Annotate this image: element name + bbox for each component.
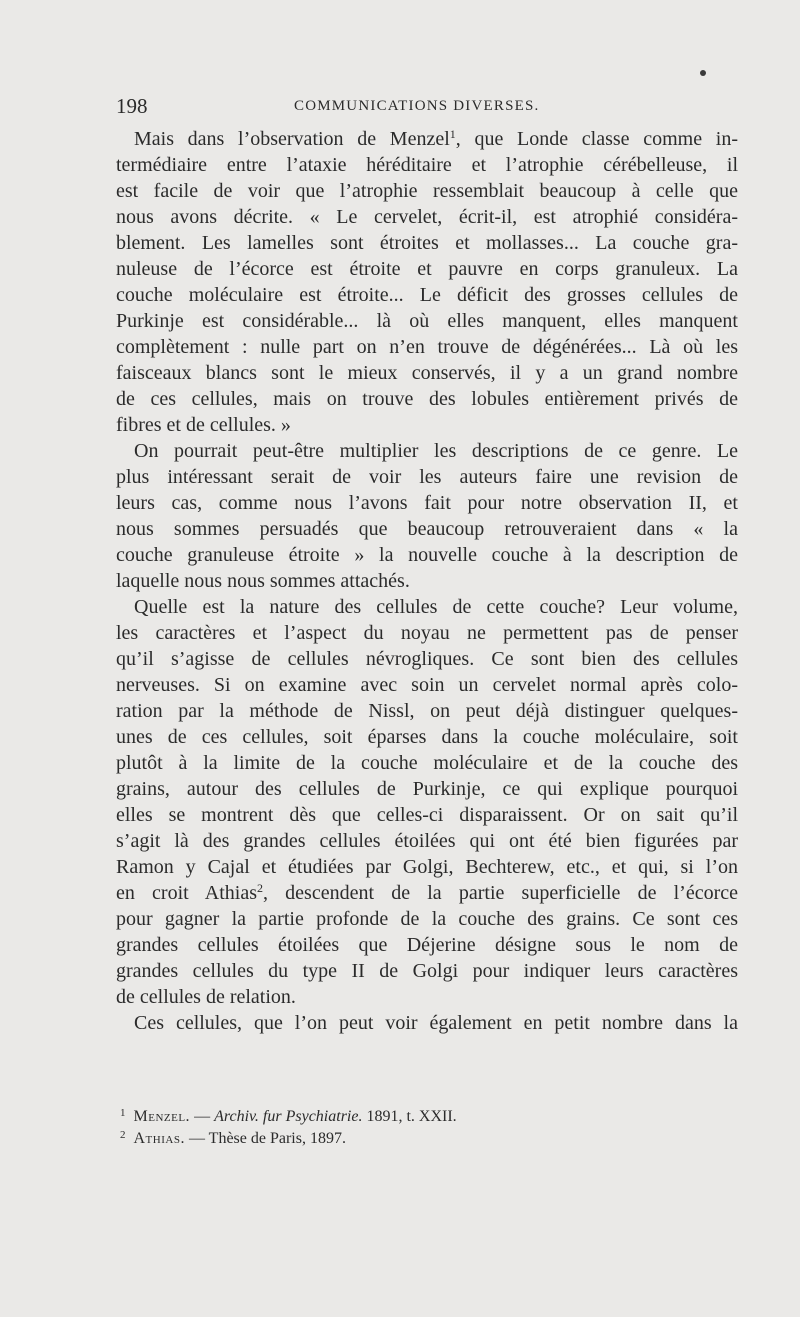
text-line: On pourrait peut-être multiplier les descriptions de ce genre. Le (134, 440, 738, 462)
footnote-ref: 2 (257, 881, 263, 895)
footnote-author: Athias. (133, 1130, 185, 1147)
page-number: 198 (116, 94, 148, 118)
text-line: plus intéressant serait de voir les auteurs faire une revision de (116, 466, 738, 488)
text-line: nerveuses. Si on examine avec soin un cervelet normal après colo- (116, 674, 738, 696)
text-line: Quelle est la nature des cellules de cette couche? Leur volume, (134, 596, 738, 618)
running-title: COMMUNICATIONS DIVERSES. (294, 98, 540, 114)
text-line: ration par la méthode de Nissl, on peut déjà distinguer quelques- (116, 700, 738, 722)
footnote: $^2$ Athias. — Thèse de Paris, 1897. (120, 1129, 346, 1147)
text-line: nous sommes persuadés que beaucoup retrouveraient dans « la (116, 518, 738, 540)
ink-speck (700, 70, 706, 76)
text-line: de ces cellules, mais on trouve des lobules entièrement privés de (116, 388, 738, 410)
footnote-author: Menzel. (133, 1108, 191, 1125)
text-line: laquelle nous nous sommes attachés. (116, 570, 410, 592)
text-line: elles se montrent dès que celles-ci disparaissent. Or on sait qu’il (116, 804, 738, 826)
text-line: s’agit là des grandes cellules étoilées qui ont été bien figurées par (116, 830, 738, 852)
text-line: plutôt à la limite de la couche moléculaire et de la couche des (116, 752, 738, 774)
text-line: les caractères et l’aspect du noyau ne permettent pas de penser (116, 622, 738, 644)
text-line: pour gagner la partie profonde de la couche des grains. Ce sont ces (116, 908, 738, 930)
page-header (116, 92, 738, 120)
footnote-ref: 1 (449, 127, 456, 141)
text-line: couche moléculaire est étroite... Le déficit des grosses cellules de (116, 284, 738, 306)
text-line: leurs cas, comme nous l’avons fait pour notre observation II, et (116, 492, 738, 514)
text-line: nous avons décrite. « Le cervelet, écrit-il, est atrophié considéra- (116, 206, 738, 228)
text-line: blement. Les lamelles sont étroites et mollasses... La couche gra- (116, 232, 738, 254)
text-line: termédiaire entre l’ataxie héréditaire et l’atrophie cérébelleuse, il (116, 154, 738, 176)
text-line: couche granuleuse étroite » la nouvelle couche à la description de (116, 544, 738, 566)
text-line: Mais dans l’observation de Menzel$^1$, que Londe classe comme in- (134, 127, 738, 150)
text-line: Purkinje est considérable... là où elles manquent, elles manquent (116, 310, 738, 332)
text-line: faisceaux blancs sont le mieux conservés, il y a un grand nombre (116, 362, 738, 384)
text-line: grandes cellules du type II de Golgi pour indiquer leurs caractères (116, 960, 738, 982)
text-line: Ces cellules, que l’on peut voir également en petit nombre dans la (134, 1012, 738, 1034)
text-line: qu’il s’agisse de cellules névrogliques. Ce sont bien des cellules (116, 648, 738, 670)
footnote-work: Archiv. fur Psychiatrie. (214, 1108, 363, 1125)
text-line: de cellules de relation. (116, 986, 296, 1008)
text-line: nuleuse de l’écorce est étroite et pauvre en corps granuleux. La (116, 258, 738, 280)
text-line: grains, autour des cellules de Purkinje, ce qui explique pourquoi (116, 778, 738, 800)
text-line: grandes cellules étoilées que Déjerine désigne sous le nom de (116, 934, 738, 956)
footnote-mark: 2 (120, 1129, 126, 1141)
footnotes (116, 1106, 738, 1150)
text-line: Ramon y Cajal et étudiées par Golgi, Bechterew, etc., et qui, si l’on (116, 856, 738, 878)
text-line: fibres et de cellules. » (116, 414, 291, 436)
text-line: en croit Athias$^2$, descendent de la partie superficielle de l’écorce (116, 881, 739, 904)
footnote: $^1$ Menzel. — Archiv. fur Psychiatrie. 1891, t. XXII. (120, 1107, 457, 1125)
text-line: est facile de voir que l’atrophie ressemblait beaucoup à celle que (116, 180, 738, 202)
text-line: unes de ces cellules, soit éparses dans la couche moléculaire, soit (116, 726, 738, 748)
footnote-mark: 1 (120, 1107, 126, 1119)
text-line: complètement : nulle part on n’en trouve de dégénérées... Là où les (116, 336, 738, 358)
body-text (116, 126, 738, 1036)
